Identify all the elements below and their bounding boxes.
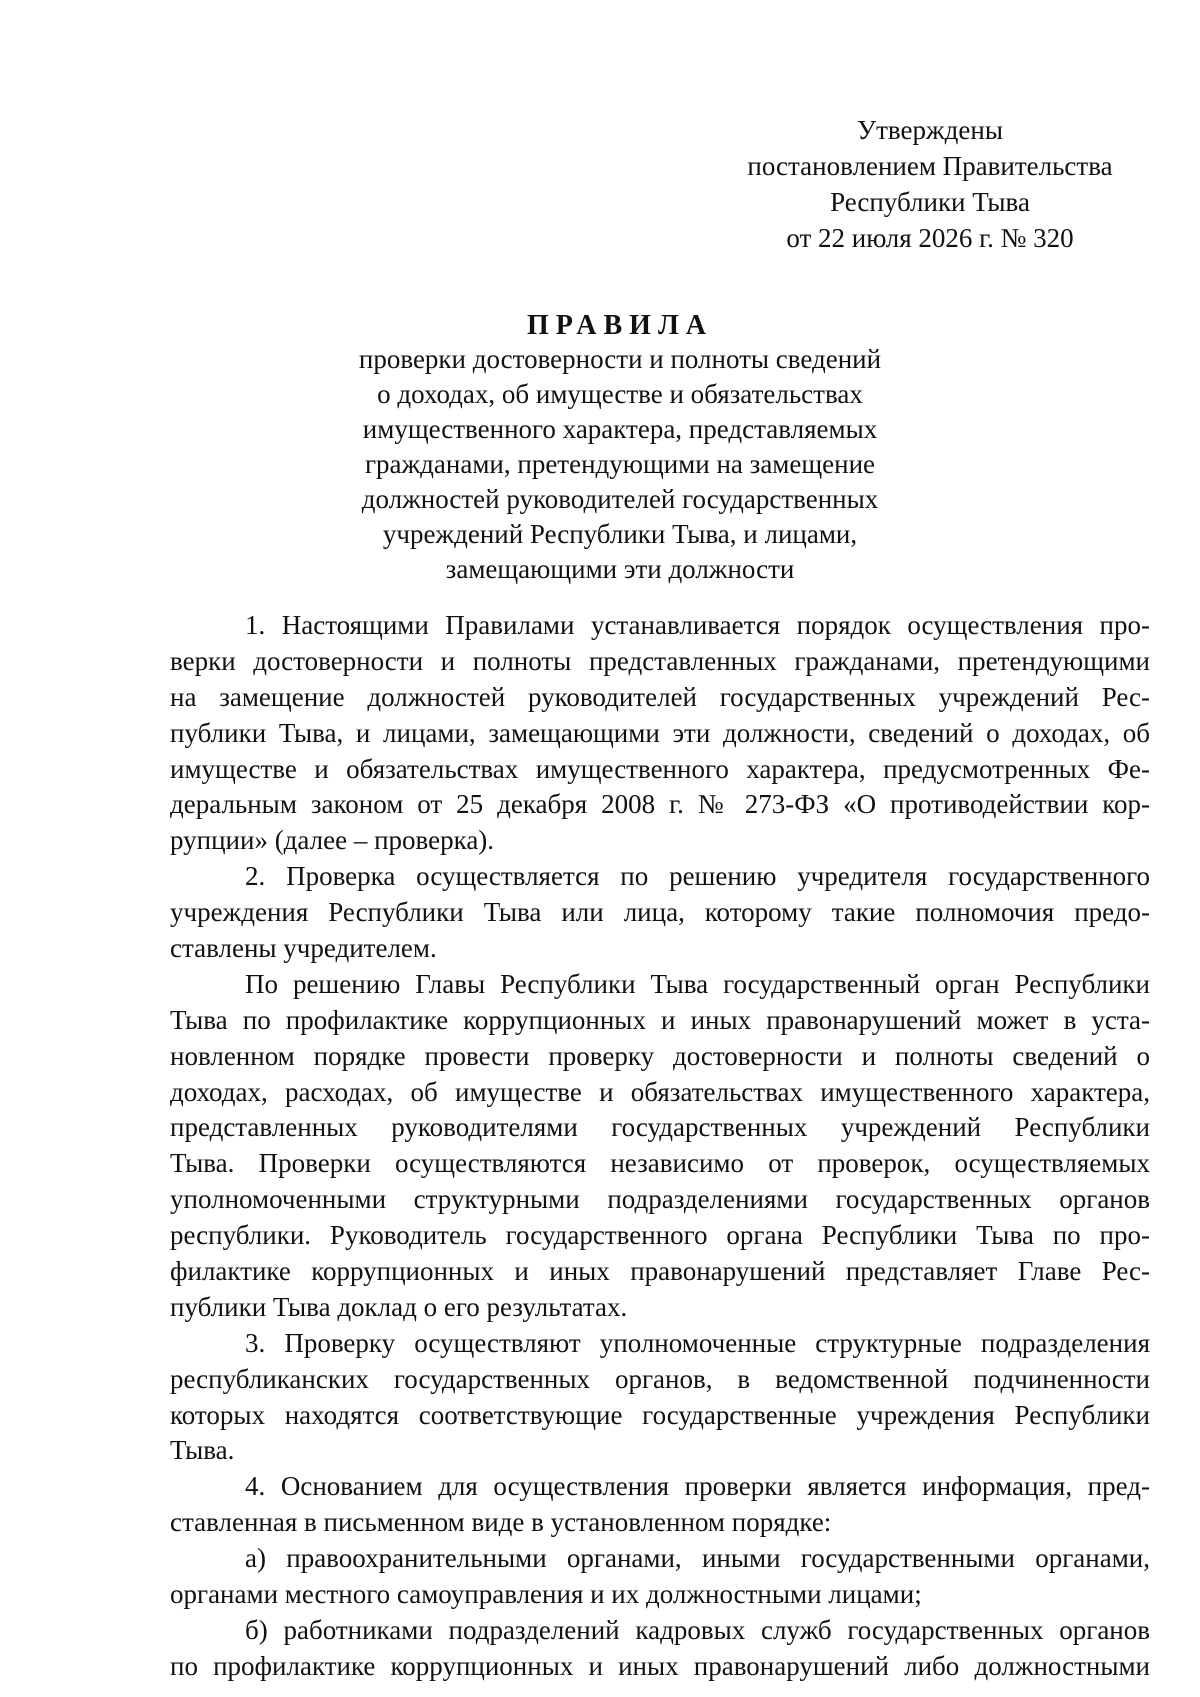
- body-line: учреждения Республики Тыва или лица, которому такие полномочия предо-: [170, 897, 1150, 928]
- body-line: филактике коррупционных и иных правонарушений представляет Главе Рес-: [170, 1256, 1150, 1287]
- body-line: рупции» (далее – проверка).: [170, 825, 495, 856]
- body-line: республики. Руководитель государственного органа Республики Тыва по про-: [170, 1220, 1150, 1251]
- approval-line: Республики Тыва: [830, 187, 1030, 217]
- approval-line: Утверждены: [857, 115, 1003, 145]
- body-line: Тыва по профилактике коррупционных и иных правонарушений может в уста-: [170, 1004, 1150, 1035]
- body-line: публики Тыва доклад о его результатах.: [170, 1291, 628, 1322]
- body-line: представленных руководителями государственных учреждений Республики: [170, 1112, 1150, 1143]
- subtitle-line: должностей руководителей государственных: [361, 484, 879, 514]
- subtitle-line: имущественного характера, представляемых: [362, 414, 878, 444]
- body-line: по профилактике коррупционных и иных правонарушений либо должностными: [170, 1650, 1150, 1681]
- document-title: ПРАВИЛА: [526, 310, 714, 341]
- body-line: имуществе и обязательствах имущественного характера, предусмотренных Фе-: [170, 753, 1150, 784]
- body-line: на замещение должностей руководителей государственных учреждений Рес-: [170, 681, 1150, 712]
- body-line: 1. Настоящими Правилами устанавливается порядок осуществления про-: [245, 610, 1150, 640]
- subtitle-line: учреждений Республики Тыва, и лицами,: [382, 519, 858, 549]
- approval-stamp: [700, 112, 1160, 256]
- body-line: республиканских государственных органов, в ведомственной подчиненности: [170, 1363, 1150, 1394]
- subtitle-line: о доходах, об имуществе и обязательствах: [377, 379, 863, 409]
- body-line: а) правоохранительными органами, иными государственными органами,: [245, 1543, 1150, 1574]
- body-line: деральным законом от 25 декабря 2008 г. № 273-ФЗ «О противодействии кор-: [170, 789, 1150, 820]
- document-subtitle: [290, 342, 950, 587]
- body-line: уполномоченными структурными подразделениями государственных органов: [170, 1184, 1150, 1215]
- body-line: 3. Проверку осуществляют уполномоченные структурные подразделения: [245, 1327, 1150, 1358]
- body-line: верки достоверности и полноты представленных гражданами, претендующими: [170, 645, 1150, 676]
- subtitle-line: гражданами, претендующими на замещение: [364, 449, 876, 479]
- body-line: Тыва.: [170, 1435, 235, 1466]
- body-line: доходах, расходах, об имуществе и обязательствах имущественного характера,: [170, 1076, 1150, 1107]
- body-line: б) работниками подразделений кадровых служб государственных органов: [245, 1614, 1150, 1645]
- body-line: органами местного самоуправления и их должностными лицами;: [170, 1579, 922, 1610]
- body-line: ставленная в письменном виде в установленном порядке:: [170, 1507, 832, 1538]
- body-line: По решению Главы Республики Тыва государственный орган Республики: [245, 968, 1150, 999]
- subtitle-line: проверки достоверности и полноты сведений: [358, 344, 882, 374]
- body-line: 2. Проверка осуществляется по решению учредителя государственного: [245, 861, 1150, 892]
- body-line: публики Тыва, и лицами, замещающими эти должности, сведений о доходах, об: [170, 717, 1150, 748]
- approval-line: от 22 июля 2026 г. № 320: [786, 223, 1074, 253]
- body-line: новленном порядке провести проверку достоверности и полноты сведений о: [170, 1040, 1150, 1071]
- body-line: Тыва. Проверки осуществляются независимо от проверок, осуществляемых: [170, 1148, 1150, 1179]
- body-line: которых находятся соответствующие государственные учреждения Республики: [170, 1399, 1150, 1430]
- subtitle-line: замещающими эти должности: [445, 554, 795, 584]
- document-body: [170, 608, 1150, 1685]
- body-line: ставлены учредителем.: [170, 933, 437, 964]
- approval-line: постановлением Правительства: [747, 151, 1113, 181]
- body-line: 4. Основанием для осуществления проверки является информация, пред-: [245, 1471, 1150, 1502]
